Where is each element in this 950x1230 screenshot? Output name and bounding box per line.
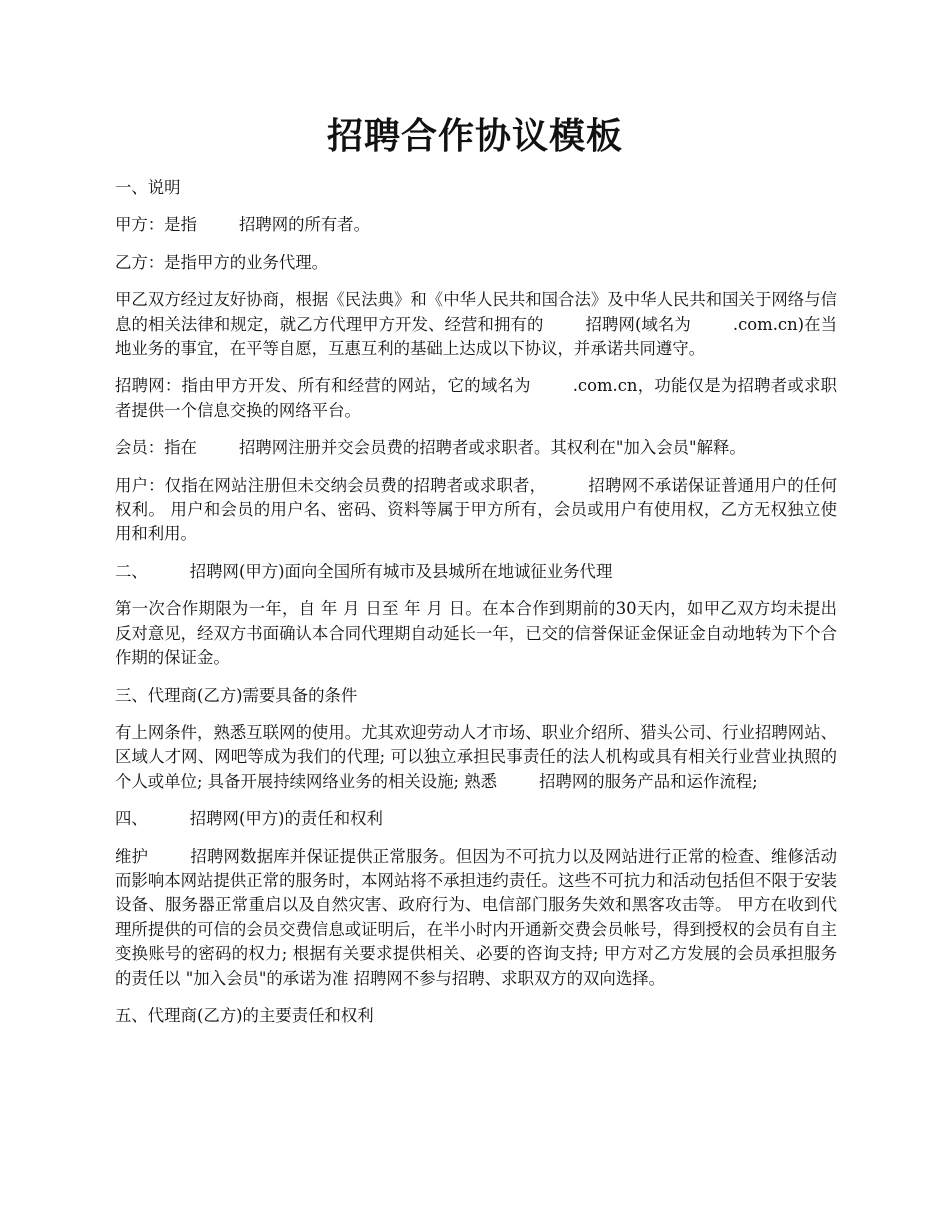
paragraph-text: 二、 [115, 561, 148, 581]
paragraph-text: 五、代理商(乙方)的主要责任和权利 [115, 1005, 374, 1025]
paragraph-text: .com.cn)在当地业务的事宜，在平等自愿，互惠互利的基础上达成以下协议，并承诺共同遵守。 [115, 314, 837, 359]
paragraph [115, 1004, 837, 1028]
paragraph-text: 一、说明 [115, 178, 181, 197]
paragraph-text: 第一次合作期限为一年，自 年 月 日至 年 月 日。在本合作到期前的30天内，如甲乙双方均未提出反对意见，经双方书面确认本合同代理期自动延长一年，已交的信誉保证金保证金自动地转为下个合作期的保证金。 [115, 599, 837, 668]
paragraph-text: 乙方：是指甲方的业务代理。 [115, 252, 329, 272]
paragraph-text: 甲方：是指 [115, 215, 197, 235]
document-title: 招聘合作协议模板 [326, 115, 623, 157]
paragraph [115, 288, 837, 361]
paragraph [115, 807, 837, 831]
paragraph-text: 招聘网(域名为 [585, 314, 691, 334]
paragraph [115, 474, 837, 547]
paragraph-text: 招聘网的所有者。 [238, 215, 371, 235]
paragraph-text: 甲乙双方经过友好协商，根据《民法典》和《中华人民共和国合法》及中华人民共和国关于网络与信息的相关法律和规定，就乙方代理甲方开发、经营和拥有的 [115, 290, 837, 334]
paragraph [115, 251, 837, 275]
paragraph [115, 374, 837, 423]
paragraph-text: 招聘网的服务产品和运作流程; [539, 771, 758, 791]
paragraph-text: 维护 [115, 846, 149, 866]
paragraph [115, 176, 837, 200]
document-body [115, 176, 837, 1041]
paragraph [115, 436, 837, 460]
paragraph [115, 597, 837, 670]
paragraph-text: 四、 [115, 809, 148, 829]
paragraph [115, 684, 837, 708]
paragraph [115, 560, 837, 584]
paragraph-text: .com.cn，功能仅是为招聘者或求职者提供一个信息交换的网络平台。 [115, 376, 838, 420]
paragraph-text: 招聘网数据库并保证提供正常服务。但因为不可抗力以及网站进行正常的检查、维修活动而影响本网站提供正常的服务时，本网站将不承担违约责任。这些不可抗力和活动包括但不限于安装设备、服务器正常重启以及自然灾害、政府行为、电信部门服务失效和黑客攻击等。 甲方在收到代理所提供的可信的会员交费信息或证明后，在半小时内开通新交费会员帐号，得到授权的会员有自主变换账号的密码的权力; 根据有关要求提供相关、必要的咨询支持; 甲方对乙方发展的会员承担服务的责任以 "加入会员"的承诺为准 招聘网不参与招聘、求职双方的双向选择。 [115, 846, 837, 988]
paragraph-text: 招聘网注册并交会员费的招聘者或求职者。其权利在"加入会员"解释。 [238, 438, 746, 458]
paragraph-text: 招聘网(甲方)的责任和权利 [189, 809, 383, 829]
paragraph [115, 845, 837, 991]
paragraph-text: 三、代理商(乙方)需要具备的条件 [115, 685, 358, 705]
paragraph [115, 721, 837, 794]
paragraph-text: 招聘网(甲方)面向全国所有城市及县城所在地诚征业务代理 [189, 561, 613, 581]
paragraph-text: 招聘网不承诺保证普通用户的任何权利。 用户和会员的用户名、密码、资料等属于甲方所有，会员或用户有使用权，乙方无权独立使用和利用。 [115, 475, 837, 544]
paragraph-text: 招聘网：指由甲方开发、所有和经营的网站，它的域名为 [115, 376, 531, 396]
paragraph-text: 有上网条件，熟悉互联网的使用。尤其欢迎劳动人才市场、职业介绍所、猎头公司、行业招聘网站、区域人才网、网吧等成为我们的代理; 可以独立承担民事责任的法人机构或具有相关行业营业执照的个人或单位; 具备开展持续网络业务的相关设施; 熟悉 [115, 722, 837, 791]
paragraph [115, 213, 837, 237]
paragraph-text: 用户：仅指在网站注册但未交纳会员费的招聘者或求职者， [115, 475, 547, 495]
paragraph-text: 会员：指在 [115, 438, 197, 458]
